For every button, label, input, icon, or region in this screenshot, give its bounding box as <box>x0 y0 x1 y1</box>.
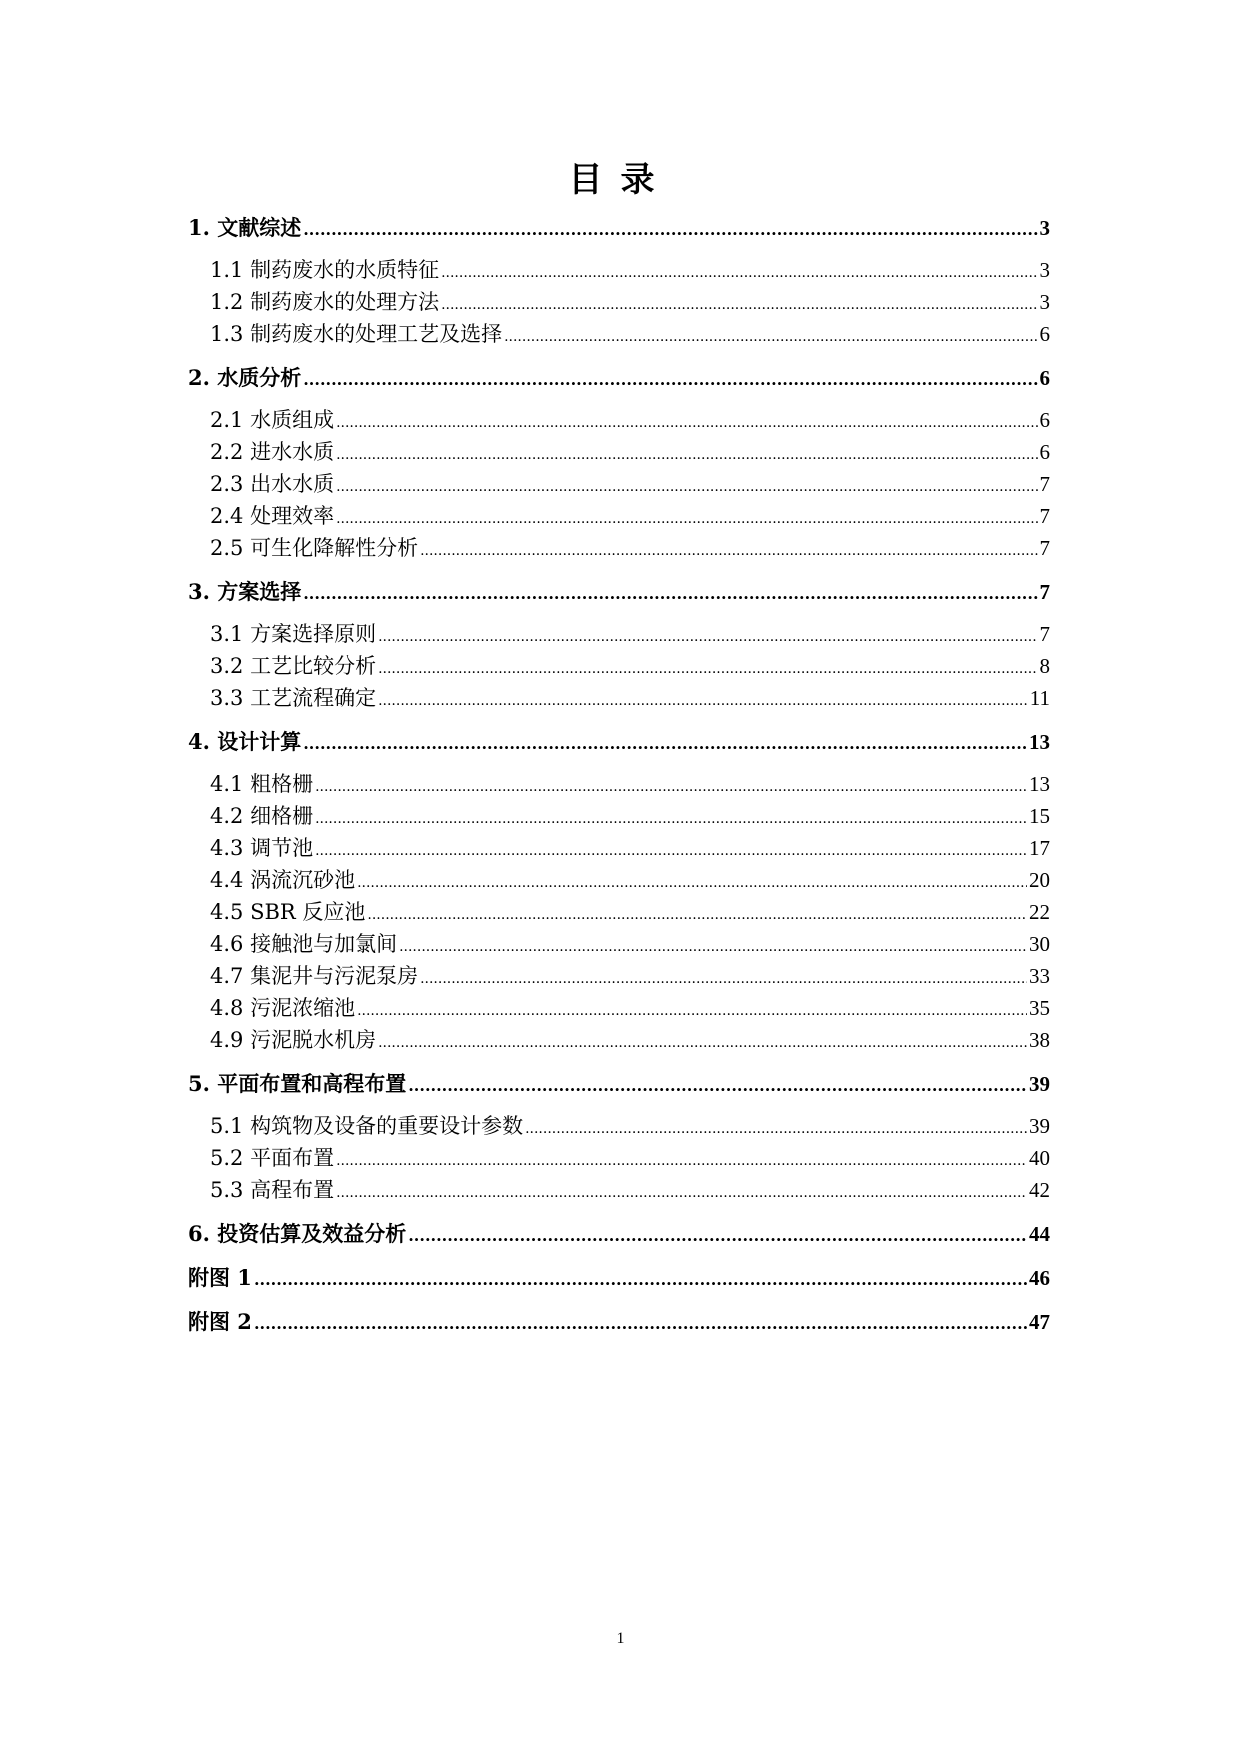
toc-dot-leader <box>399 929 1027 962</box>
toc-entry-section[interactable] <box>210 437 1050 470</box>
toc-entry-chapter[interactable] <box>188 1069 1050 1101</box>
toc-entry-chapter[interactable] <box>188 577 1050 609</box>
toc-dot-leader <box>378 651 1037 684</box>
toc-entry-page: 7 <box>1039 504 1050 528</box>
toc-entry-page: 38 <box>1029 1028 1050 1052</box>
toc-entry-page: 30 <box>1029 932 1050 956</box>
toc-dot-leader <box>315 801 1027 834</box>
toc-entry-chapter[interactable] <box>188 1307 1050 1339</box>
toc-dot-leader <box>336 1143 1027 1176</box>
toc-entry-page: 3 <box>1039 216 1050 240</box>
toc-entry-section[interactable] <box>210 1025 1050 1058</box>
toc-dot-leader <box>303 577 1037 609</box>
toc-entry-section[interactable] <box>210 287 1050 320</box>
toc-dot-leader <box>254 1307 1027 1339</box>
toc-entry-section[interactable] <box>210 533 1050 566</box>
toc-dot-leader <box>408 1219 1027 1251</box>
toc-entry-page: 3 <box>1039 258 1050 282</box>
toc-entry-label: 4.7 集泥井与污泥泵房 <box>210 964 419 988</box>
toc-entry-page: 20 <box>1029 868 1050 892</box>
toc-entry-section[interactable] <box>210 993 1050 1026</box>
toc-entry-page: 15 <box>1029 804 1050 828</box>
toc-dot-leader <box>367 897 1027 930</box>
toc-entry-section[interactable] <box>210 255 1050 288</box>
toc-dot-leader <box>357 993 1027 1026</box>
toc-dot-leader <box>315 833 1027 866</box>
toc-entry-label: 附图 2 <box>188 1309 252 1334</box>
toc-entry-page: 22 <box>1029 900 1050 924</box>
toc-entry-page: 6 <box>1039 322 1050 346</box>
toc-entry-page: 39 <box>1029 1072 1050 1096</box>
toc-entry-page: 44 <box>1029 1222 1050 1246</box>
toc-dot-leader <box>525 1111 1027 1144</box>
toc-entry-page: 13 <box>1029 730 1050 754</box>
toc-entry-label: 3.1 方案选择原则 <box>210 622 377 646</box>
toc-entry-page: 6 <box>1039 366 1050 390</box>
toc-entry-label: 附图 1 <box>188 1265 252 1290</box>
toc-entry-page: 33 <box>1029 964 1050 988</box>
toc-entry-label: 6. 投资估算及效益分析 <box>188 1221 407 1246</box>
toc-entry-page: 3 <box>1039 290 1050 314</box>
toc-dot-leader <box>378 619 1037 652</box>
toc-entry-label: 2.5 可生化降解性分析 <box>210 536 419 560</box>
toc-entry-label: 2.4 处理效率 <box>210 504 335 528</box>
toc-entry-page: 13 <box>1029 772 1050 796</box>
toc-dot-leader <box>303 213 1037 245</box>
toc-entry-label: 4.4 涡流沉砂池 <box>210 868 356 892</box>
toc-dot-leader <box>378 683 1028 716</box>
toc-dot-leader <box>303 363 1037 395</box>
toc-entry-chapter[interactable] <box>188 1263 1050 1295</box>
toc-entry-page: 7 <box>1039 536 1050 560</box>
toc-entry-chapter[interactable] <box>188 727 1050 759</box>
toc-dot-leader <box>408 1069 1027 1101</box>
toc-entry-page: 39 <box>1029 1114 1050 1138</box>
page-title: 目录 <box>568 160 673 200</box>
toc-entry-label: 4.5 SBR 反应池 <box>210 900 366 924</box>
toc-entry-section[interactable] <box>210 865 1050 898</box>
toc-entry-label: 1. 文献综述 <box>188 215 302 240</box>
toc-entry-label: 4.9 污泥脱水机房 <box>210 1028 377 1052</box>
toc-entry-page: 7 <box>1039 622 1050 646</box>
toc-entry-page: 17 <box>1029 836 1050 860</box>
toc-dot-leader <box>420 961 1027 994</box>
toc-entry-section[interactable] <box>210 1111 1050 1144</box>
toc-dot-leader <box>441 255 1037 288</box>
toc-entry-label: 4.3 调节池 <box>210 836 314 860</box>
toc-entry-section[interactable] <box>210 769 1050 802</box>
toc-dot-leader <box>336 1175 1027 1208</box>
toc-dot-leader <box>420 533 1037 566</box>
toc-entry-label: 2.3 出水水质 <box>210 472 335 496</box>
toc-entry-page: 47 <box>1029 1310 1050 1334</box>
toc-dot-leader <box>336 501 1037 534</box>
toc-entry-label: 5.2 平面布置 <box>210 1146 335 1170</box>
toc-entry-label: 2.1 水质组成 <box>210 408 335 432</box>
toc-entry-label: 3. 方案选择 <box>188 579 302 604</box>
toc-entry-page: 42 <box>1029 1178 1050 1202</box>
toc-entry-page: 6 <box>1039 440 1050 464</box>
toc-entry-section[interactable] <box>210 683 1050 716</box>
toc-entry-section[interactable] <box>210 619 1050 652</box>
toc-entry-label: 5. 平面布置和高程布置 <box>188 1071 407 1096</box>
toc-dot-leader <box>357 865 1027 898</box>
toc-entry-label: 4.1 粗格栅 <box>210 772 314 796</box>
toc-entry-page: 7 <box>1039 472 1050 496</box>
toc-entry-chapter[interactable] <box>188 363 1050 395</box>
toc-entry-page: 7 <box>1039 580 1050 604</box>
toc-entry-page: 40 <box>1029 1146 1050 1170</box>
toc-entry-chapter[interactable] <box>188 1219 1050 1251</box>
toc-entry-section[interactable] <box>210 929 1050 962</box>
toc-entry-label: 2.2 进水水质 <box>210 440 335 464</box>
toc-dot-leader <box>315 769 1027 802</box>
toc-entry-section[interactable] <box>210 501 1050 534</box>
toc-entry-label: 2. 水质分析 <box>188 365 302 390</box>
page-number: 1 <box>616 1630 625 1647</box>
toc-entry-section[interactable] <box>210 897 1050 930</box>
toc-dot-leader <box>336 469 1037 502</box>
toc-entry-section[interactable] <box>210 961 1050 994</box>
toc-entry-label: 4.8 污泥浓缩池 <box>210 996 356 1020</box>
toc-entry-label: 4. 设计计算 <box>188 729 302 754</box>
toc-entry-label: 5.3 高程布置 <box>210 1178 335 1202</box>
toc-dot-leader <box>504 319 1037 352</box>
toc-dot-leader <box>336 405 1037 438</box>
toc-entry-page: 46 <box>1029 1266 1050 1290</box>
toc-dot-leader <box>303 727 1027 759</box>
toc-dot-leader <box>378 1025 1027 1058</box>
toc-entry-label: 5.1 构筑物及设备的重要设计参数 <box>210 1114 524 1138</box>
toc-entry-section[interactable] <box>210 319 1050 352</box>
toc-entry-section[interactable] <box>210 651 1050 684</box>
toc-entry-section[interactable] <box>210 469 1050 502</box>
toc-entry-page: 8 <box>1039 654 1050 678</box>
toc-entry-section[interactable] <box>210 1175 1050 1208</box>
toc-entry-section[interactable] <box>210 801 1050 834</box>
toc-dot-leader <box>441 287 1037 320</box>
toc-entry-chapter[interactable] <box>188 213 1050 245</box>
toc-entry-label: 3.3 工艺流程确定 <box>210 686 377 710</box>
toc-dot-leader <box>254 1263 1027 1295</box>
toc-entry-label: 1.2 制药废水的处理方法 <box>210 290 440 314</box>
toc-dot-leader <box>336 437 1037 470</box>
toc-entry-page: 11 <box>1029 686 1050 710</box>
toc-entry-section[interactable] <box>210 1143 1050 1176</box>
toc-entry-label: 4.2 细格栅 <box>210 804 314 828</box>
toc-entry-label: 4.6 接触池与加氯间 <box>210 932 398 956</box>
toc-entry-page: 35 <box>1029 996 1050 1020</box>
toc-entry-section[interactable] <box>210 405 1050 438</box>
toc-entry-label: 1.3 制药废水的处理工艺及选择 <box>210 322 503 346</box>
toc-entry-section[interactable] <box>210 833 1050 866</box>
toc-entry-label: 1.1 制药废水的水质特征 <box>210 258 440 282</box>
toc-entry-label: 3.2 工艺比较分析 <box>210 654 377 678</box>
toc-entry-page: 6 <box>1039 408 1050 432</box>
